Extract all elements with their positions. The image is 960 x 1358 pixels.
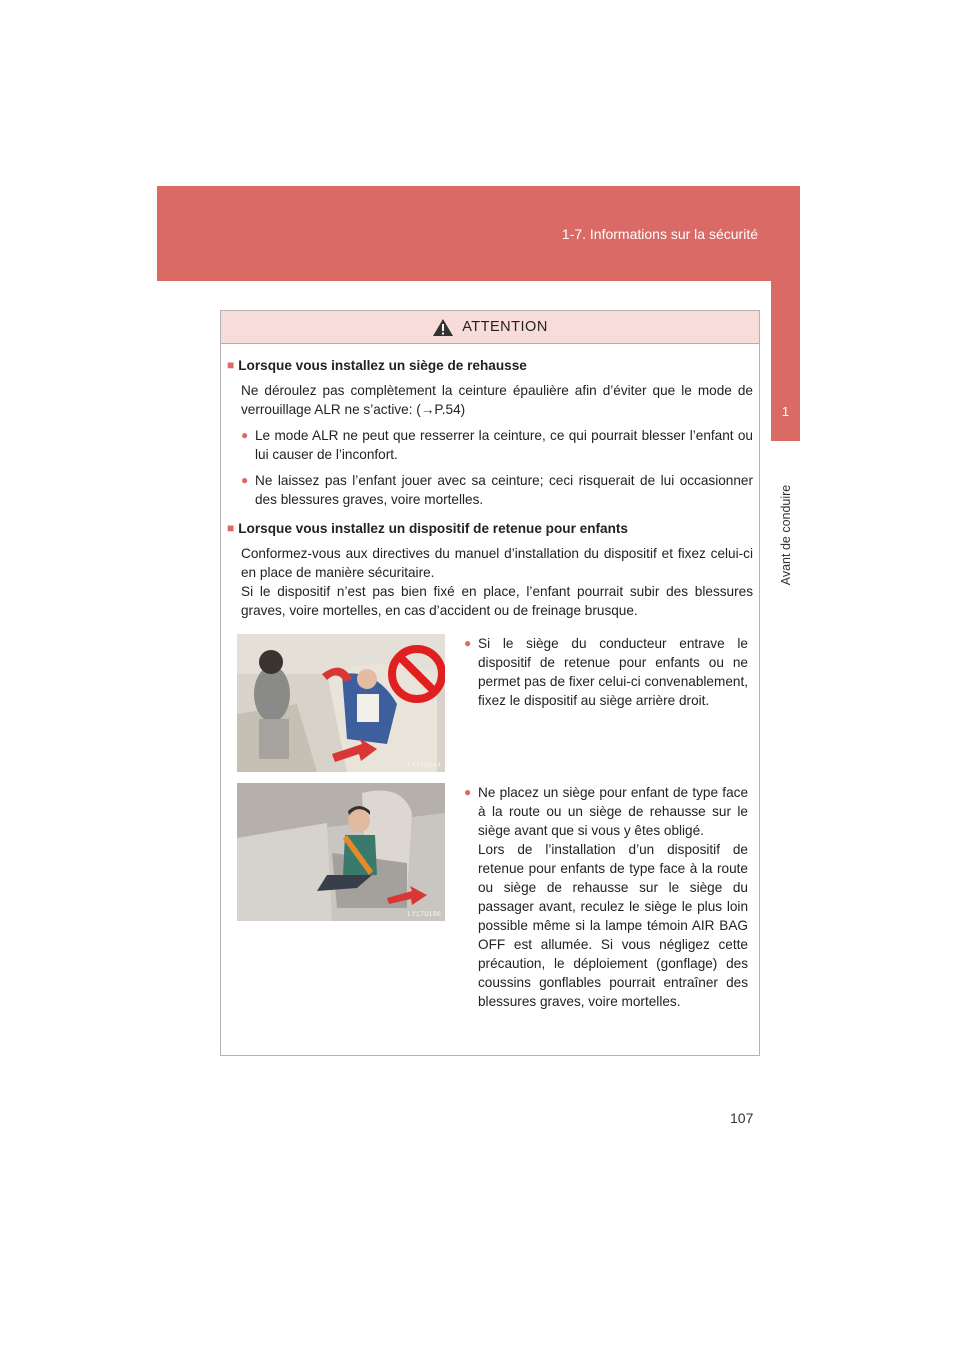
section1-text: Ne déroulez pas complètement la ceinture épaulière afin d’éviter que le mode de verrouillage ALR ne s’active: (→P.54) — [241, 383, 753, 417]
bullet-text: Ne laissez pas l’enfant jouer avec sa ceinture; ceci risquerait de lui occasionner des blessures graves, voire mortelles. — [255, 473, 753, 507]
list-item — [227, 426, 753, 464]
chapter-number: 1 — [781, 404, 790, 419]
rear-seat-illustration — [237, 634, 445, 772]
round-bullet-icon: ● — [241, 428, 249, 442]
figure-rear-seat — [237, 634, 445, 772]
section2-heading — [227, 519, 753, 538]
warning-title: ATTENTION — [462, 319, 548, 335]
chapter-label — [766, 460, 806, 610]
round-bullet-icon: ● — [464, 636, 472, 650]
chapter-label-text: Avant de conduire — [779, 484, 793, 586]
warning-triangle-icon — [432, 318, 454, 337]
figure2-text-content-2: Lors de l’installation d’un dispositif de retenue pour enfants de type face à la route ou siège de rehausse sur le siège du passager avant, reculez le siège le plus loin possible même si la lampe témoin AIR BAG OFF est allumée. Si vous négligez cette précaution, le déploiement (gonflage) des coussins gonflables pourrait entraîner des blessures graves, voire mortelles. — [478, 842, 748, 1009]
section2-text1: Conformez-vous aux directives du manuel d’installation du dispositif et fixez celui-ci en place de manière sécuritaire. — [241, 546, 753, 580]
list-item — [227, 471, 753, 509]
figure2-text — [464, 783, 748, 1011]
page-number: 107 — [730, 1110, 754, 1126]
section2-text2: Si le dispositif n’est pas bien fixé en place, l’enfant pourrait subir des blessures graves, voire mortelles, en cas d’accident ou de freinage brusque. — [241, 584, 753, 618]
section1-heading — [227, 356, 753, 375]
section2-heading-text: Lorsque vous installez un dispositif de retenue pour enfants — [238, 521, 628, 536]
figure-code: LY17U106 — [407, 911, 441, 919]
square-bullet-icon: ■ — [227, 358, 235, 372]
section-title: 1-7. Informations sur la sécurité — [561, 226, 758, 242]
front-seat-illustration — [237, 783, 445, 921]
warning-box — [220, 310, 760, 1056]
round-bullet-icon: ● — [241, 473, 249, 487]
square-bullet-icon: ■ — [227, 521, 235, 535]
figure2-text-content: Ne placez un siège pour enfant de type face à la route ou un siège de rehausse sur le siège avant que si vous y êtes obligé. — [478, 785, 748, 838]
bullet-text: Le mode ALR ne peut que resserrer la ceinture, ce qui pourrait blesser l’enfant ou lui causer de l’inconfort. — [255, 428, 753, 462]
figure1-text-content: Si le siège du conducteur entrave le dispositif de retenue pour enfants ou ne permet pas de fixer celui-ci convenablement, fixez le dispositif au siège arrière droit. — [478, 636, 748, 708]
warning-header — [221, 311, 759, 344]
figure1-text — [464, 634, 748, 710]
section1-heading-text: Lorsque vous installez un siège de rehausse — [238, 358, 527, 373]
chapter-tab — [771, 186, 800, 441]
figure-code: LY17U044 — [407, 762, 441, 770]
figure-front-seat — [237, 783, 445, 921]
round-bullet-icon: ● — [464, 785, 472, 799]
header-band — [157, 186, 800, 281]
